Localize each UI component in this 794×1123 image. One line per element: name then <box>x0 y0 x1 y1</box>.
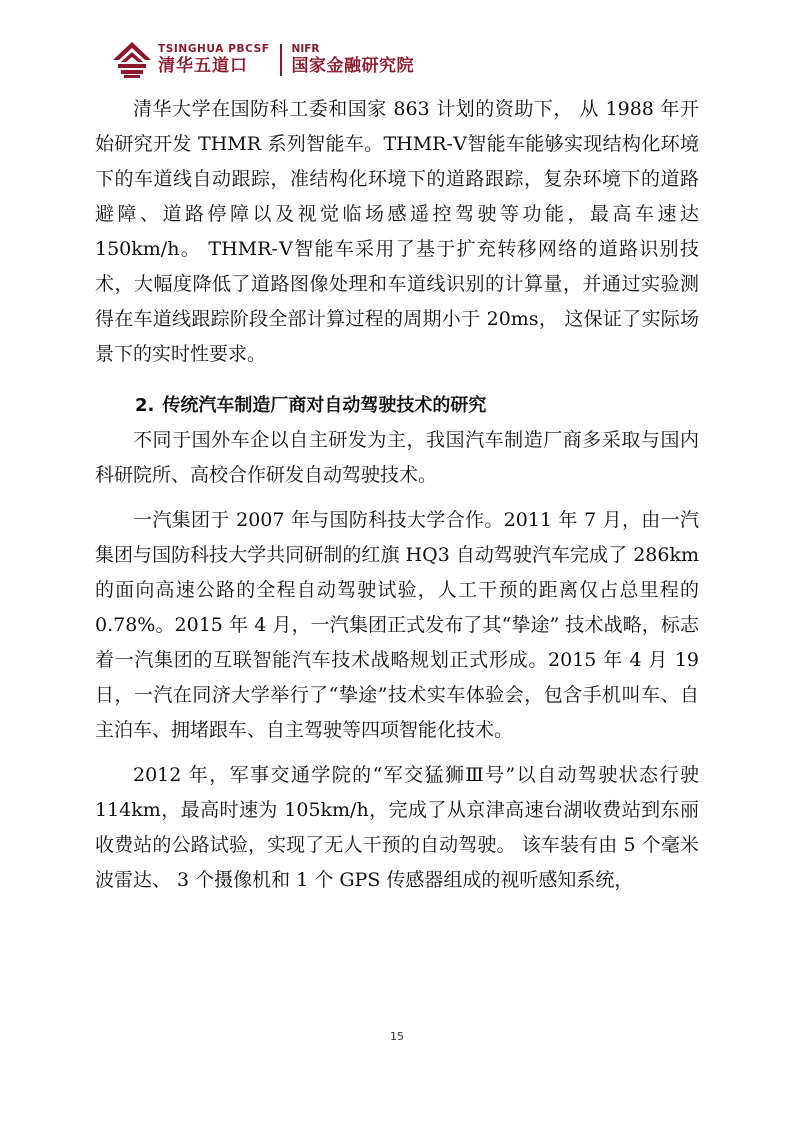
page-number: 15 <box>390 1030 404 1043</box>
section-heading <box>95 388 699 423</box>
paragraph-3: 一汽集团于 2007 年与国防科技大学合作。2011 年 7 月，由一汽集团与国防科技大学共同研制的红旗 HQ3 自动驾驶汽车完成了 286km 的面向高速公路的全程自动驾驶试验，人工干预的距离仅占总里程的 0.78%。2015 年 4 月，一汽集团正式发布了其“挚途” 技术战略，标志着一汽集团的互联智能汽车技术战略规划正式形成。2015 年 4 月 19 日，一汽在同济大学举行了“挚途”技术实车体验会，包含手机叫车、自主泊车、拥堵跟车、自主驾驶等四项智能化技术。 <box>95 509 699 741</box>
org-text <box>292 43 415 77</box>
document-body <box>95 92 699 898</box>
paragraph-2: 不同于国外车企以自主研发为主，我国汽车制造厂商多采取与国内科研院所、高校合作研发自动驾驶技术。 <box>95 429 699 486</box>
paragraph-4: 2012 年，军事交通学院的“军交猛狮Ⅲ号”以自动驾驶状态行驶 114km，最高时速为 105km/h，完成了从京津高速台湖收费站到东丽收费站的公路试验，实现了无人干预的自动驾驶。 该车装有由 5 个毫米波雷达、 3 个摄像机和 1 个 GPS 传感器组成的视听感知系统， <box>95 764 699 891</box>
tsinghua-pbcsf-logo-icon <box>112 41 152 79</box>
paragraph-1: 清华大学在国防科工委和国家 863 计划的资助下， 从 1988 年开始研究开发 THMR 系列智能车。THMR-Ⅴ智能车能够实现结构化环境下的车道线自动跟踪，准结构化环境下的道路跟踪，复杂环境下的道路避障、道路停障以及视觉临场感遥控驾驶等功能，最高车速达 150km/h。 THMR-Ⅴ智能车采用了基于扩充转移网络的道路识别技术，大幅度降低了道路图像处理和车道线识别的计算量，并通过实验测得在车道线跟踪阶段全部计算过程的周期小于 20ms， 这保证了实际场景下的实时性要求。 <box>95 98 699 365</box>
page-header <box>112 40 414 80</box>
org-en: NIFR <box>291 43 320 55</box>
brand-text <box>158 43 270 77</box>
org-cn: 国家金融研究院 <box>291 56 415 76</box>
section-number: 2. <box>135 395 155 416</box>
brand-cn: 清华五道口 <box>158 56 248 76</box>
header-divider <box>280 44 282 76</box>
brand-en: TSINGHUA PBCSF <box>158 43 270 55</box>
section-title: 传统汽车制造厂商对自动驾驶技术的研究 <box>162 395 487 416</box>
